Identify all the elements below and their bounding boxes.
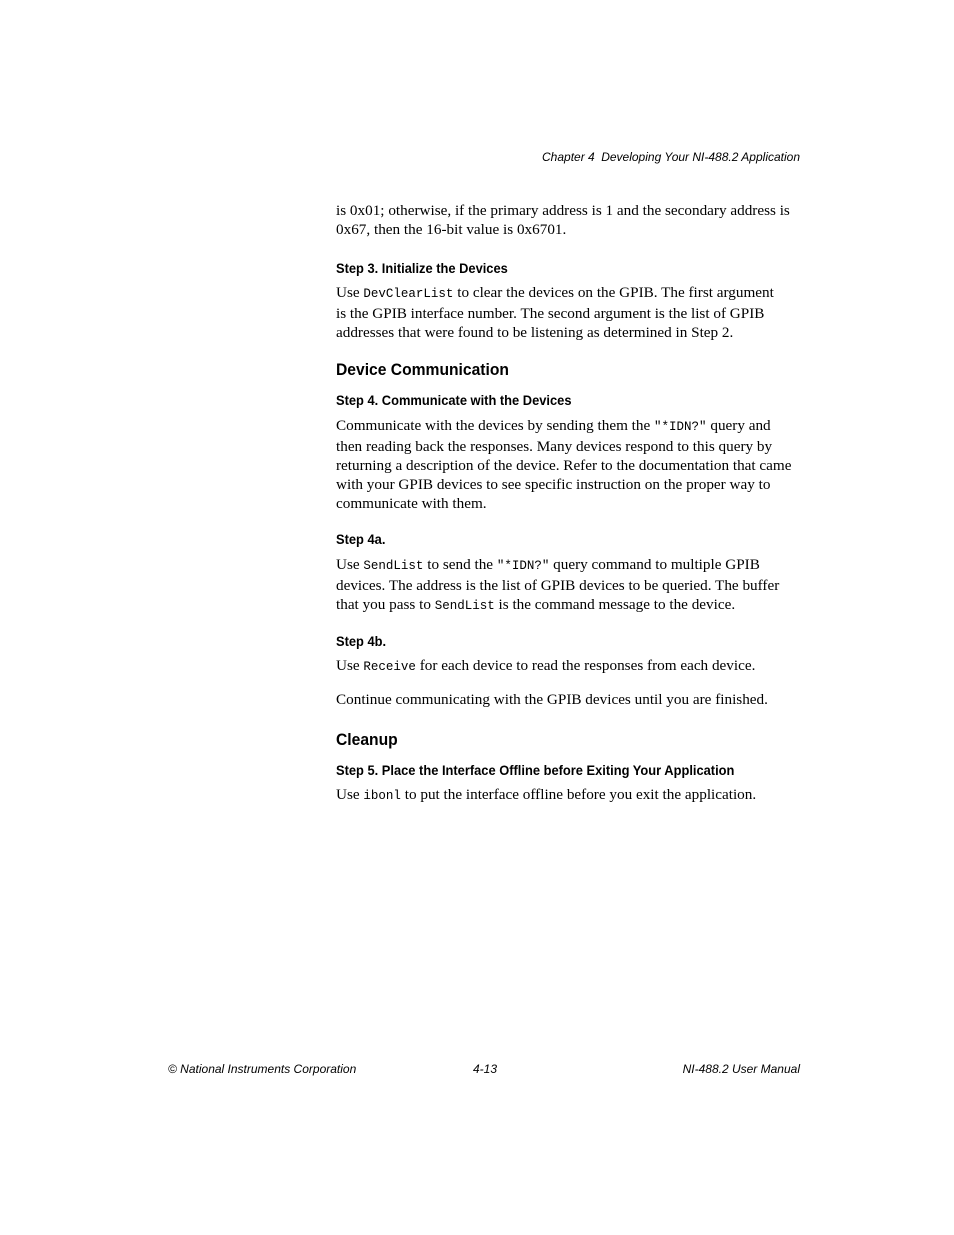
- step4-line-5: communicate with them.: [336, 495, 487, 512]
- cleanup-heading: Cleanup: [336, 730, 398, 749]
- step4a-text-4: is the command message to the device.: [494, 596, 736, 613]
- ibonl-code: ibonl: [363, 789, 401, 803]
- idn-query-code: "*IDN?": [496, 559, 550, 573]
- footer-copyright: © National Instruments Corporation: [168, 1062, 357, 1076]
- step4a-heading: Step 4a.: [336, 531, 386, 547]
- step4-heading: Step 4. Communicate with the Devices: [336, 392, 572, 408]
- devclearlist-code: DevClearList: [363, 287, 454, 301]
- step4-line-4: with your GPIB devices to see specific instruction on the proper way to: [336, 476, 771, 493]
- step5-text-use: Use: [336, 786, 364, 803]
- step4b-text-use: Use: [336, 657, 364, 674]
- step4a-text-use: Use: [336, 556, 364, 573]
- step3-text-1: to clear the devices on the GPIB. The first argument: [453, 284, 774, 301]
- step5-line-1: [336, 785, 806, 806]
- step5-heading: Step 5. Place the Interface Offline before Exiting Your Application: [336, 762, 735, 778]
- step4-paragraph: [336, 416, 806, 513]
- step4a-paragraph: [336, 555, 806, 616]
- step3-text-use: Use: [336, 284, 364, 301]
- step4b-text-1: for each device to read the responses from each device.: [415, 657, 756, 674]
- step4a-text-2: query command to multiple GPIB: [549, 556, 760, 573]
- receive-code: Receive: [363, 660, 416, 674]
- step3-line-1: [336, 283, 806, 304]
- step3-heading: Step 3. Initialize the Devices: [336, 260, 508, 276]
- intro-line-2: 0x67, then the 16-bit value is 0x6701.: [336, 221, 567, 238]
- step4a-line-2: devices. The address is the list of GPIB devices to be queried. The buffer: [336, 577, 780, 594]
- device-communication-heading: Device Communication: [336, 360, 509, 379]
- step4a-text-1: to send the: [423, 556, 497, 573]
- sendlist-code: SendList: [363, 559, 424, 573]
- step4-line-3: returning a description of the device. Refer to the documentation that came: [336, 457, 792, 474]
- step4b-line-1: [336, 656, 806, 677]
- step3-line-2: is the GPIB interface number. The second argument is the list of GPIB: [336, 305, 765, 322]
- step5-paragraph: [336, 785, 806, 806]
- step4-text-2: query and: [706, 417, 771, 434]
- running-header-chapter: Chapter 4: [542, 150, 595, 164]
- intro-line-1: is 0x01; otherwise, if the primary address is 1 and the secondary address is: [336, 202, 790, 219]
- step3-line-3: addresses that were found to be listening as determined in Step 2.: [336, 324, 734, 341]
- footer-manual-title: NI-488.2 User Manual: [682, 1062, 800, 1076]
- step5-text-1: to put the interface offline before you exit the application.: [400, 786, 757, 803]
- step4a-text-3: that you pass to: [336, 596, 435, 613]
- step3-paragraph: [336, 283, 806, 342]
- step4-line-1: [336, 416, 806, 437]
- idn-query-code: "*IDN?": [654, 420, 707, 434]
- step4-line-2: then reading back the responses. Many devices respond to this query by: [336, 438, 773, 455]
- intro-paragraph: [336, 201, 806, 239]
- step4b-paragraph: [336, 656, 806, 677]
- step4a-line-1: [336, 555, 806, 576]
- running-header-title: Developing Your NI-488.2 Application: [601, 150, 800, 164]
- step4-text-1: Communicate with the devices by sending them the: [336, 417, 655, 434]
- sendlist-code: SendList: [434, 599, 495, 613]
- page-number: 4-13: [473, 1062, 498, 1076]
- step4b-heading: Step 4b.: [336, 633, 387, 649]
- continue-paragraph: Continue communicating with the GPIB devices until you are finished.: [336, 691, 768, 708]
- step4a-line-3: [336, 595, 806, 616]
